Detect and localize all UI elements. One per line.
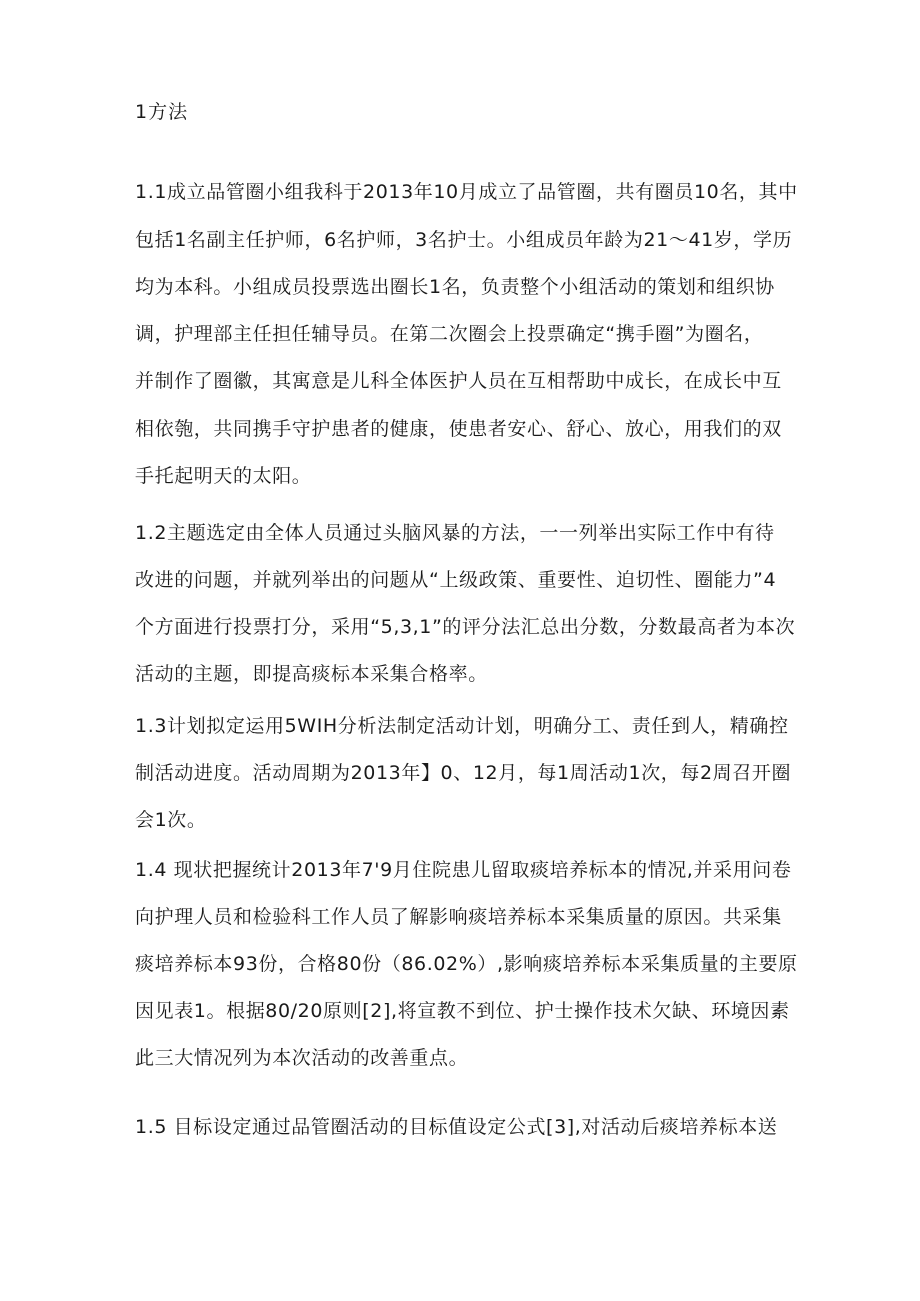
paragraph-line: 个方面进行投票打分，采用“5,3,1”的评分法汇总出分数，分数最高者为本次 [135, 616, 796, 638]
paragraph-line: 调，护理部主任担任辅导员。在第二次圈会上投票确定“携手圈”为圈名， [135, 323, 764, 345]
paragraph-line: 并制作了圈徽，其寓意是儿科全体医护人员在互相帮助中成长，在成长中互 [135, 370, 782, 392]
paragraph-line: 均为本科。小组成员投票选出圈长1名，负责整个小组活动的策划和组织协 [135, 276, 775, 298]
paragraph-line: 改进的问题，并就列举出的问题从“上级政策、重要性、迫切性、圈能力”4 [135, 569, 777, 591]
paragraph-line: 会1次。 [135, 809, 207, 831]
paragraph-line: 活动的主题，即提高痰标本采集合格率。 [135, 663, 488, 685]
paragraph-line: 1.1成立品管圈小组我科于2013年10月成立了品管圈，共有圈员10名，其中 [135, 181, 798, 203]
paragraph-line: 1.4 现状把握统计2013年7'9月住院患儿留取痰培养标本的情况,并采用问卷 [135, 859, 792, 881]
paragraph-line: 1.5 目标设定通过品管圈活动的目标值设定公式[3],对活动后痰培养标本送 [135, 1116, 778, 1138]
paragraph-line: 手托起明天的太阳。 [135, 465, 312, 487]
paragraph-line: 1.3计划拟定运用5WIH分析法制定活动计划，明确分工、责任到人，精确控 [135, 715, 789, 737]
paragraph-line: 包括1名副主任护师，6名护师，3名护士。小组成员年龄为21～41岁，学历 [135, 229, 793, 251]
paragraph-line: 此三大情况列为本次活动的改善重点。 [135, 1047, 469, 1069]
section-heading: 1方法 [135, 101, 189, 123]
paragraph-line: 相依匏，共同携手守护患者的健康，使患者安心、舒心、放心，用我们的双 [135, 418, 782, 440]
paragraph-line: 因见表1。根据80/20原则[2],将宣教不到位、护士操作技术欠缺、环境因素 [135, 1000, 790, 1022]
paragraph-line: 痰培养标本93份，合格80份（86.02%）,影响痰培养标本采集质量的主要原 [135, 953, 798, 975]
paragraph-line: 1.2主题选定由全体人员通过头脑风暴的方法，一一列举出实际工作中有待 [135, 522, 775, 544]
paragraph-line: 制活动进度。活动周期为2013年】0、12月，每1周活动1次，每2周召开圈 [135, 762, 792, 784]
paragraph-line: 向护理人员和检验科工作人员了解影响痰培养标本采集质量的原因。共采集 [135, 906, 782, 928]
